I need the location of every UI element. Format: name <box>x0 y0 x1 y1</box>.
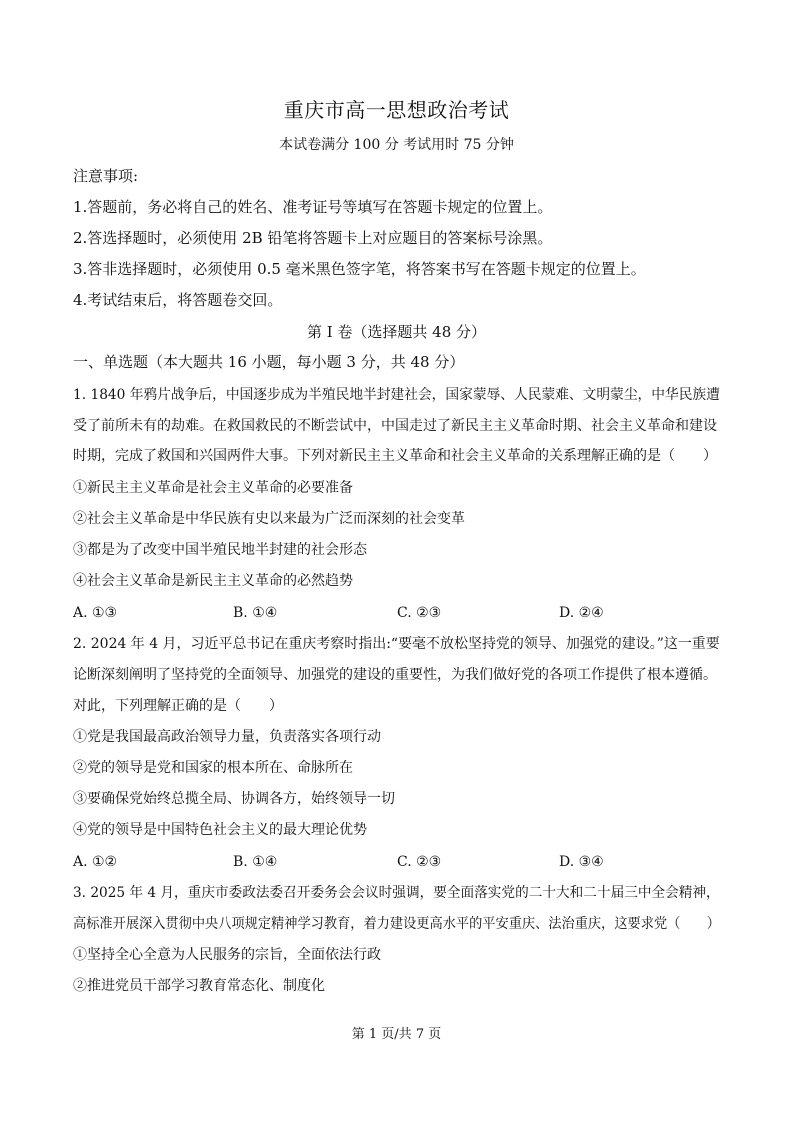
option-c[interactable]: C. ②③ <box>397 605 442 621</box>
question-2-stem: 2. 2024 年 4 月，习近平总书记在重庆考察时指出:“要毫不放松坚持党的领导、加强党的建设。”这一重要 <box>73 636 720 652</box>
option-d[interactable]: D. ③④ <box>559 854 604 870</box>
question-1-stem: 1. 1840 年鸦片战争后，中国逐步成为半殖民地半封建社会，国家蒙辱、人民蒙难、文明蒙尘，中华民族遭 <box>73 387 720 403</box>
option-a[interactable]: A. ①② <box>73 854 118 870</box>
question-1-stem: 受了前所未有的劫难。在救国救民的不断尝试中，中国走过了新民主主义革命时期、社会主义革命和建设 <box>73 418 717 434</box>
question-1-statement: ④社会主义革命是新民主主义革命的必然趋势 <box>73 573 353 589</box>
option-d[interactable]: D. ②④ <box>559 605 604 621</box>
notice-item: 4.考试结束后，将答题卷交回。 <box>73 291 283 309</box>
question-1-statement: ①新民主主义革命是社会主义革命的必要准备 <box>73 480 353 496</box>
option-a[interactable]: A. ①③ <box>73 605 118 621</box>
question-2-statement: ②党的领导是党和国家的根本所在、命脉所在 <box>73 760 353 776</box>
part-heading: 一、单选题（本大题共 16 小题，每小题 3 分，共 48 分） <box>73 353 465 371</box>
exam-title: 重庆市高一思想政治考试 <box>283 98 510 122</box>
question-2-statement: ①党是我国最高政治领导力量，负责落实各项行动 <box>73 729 381 745</box>
question-1-options <box>73 603 693 623</box>
question-2-statement: ④党的领导是中国特色社会主义的最大理论优势 <box>73 822 367 838</box>
section-title: 第 I 卷（选择题共 48 分） <box>306 323 487 341</box>
question-3-stem: 高标准开展深入贯彻中央八项规定精神学习教育，着力建设更高水平的平安重庆、法治重庆，这要求党（ ） <box>73 916 720 932</box>
question-3-statement: ①坚持全心全意为人民服务的宗旨，全面依法行政 <box>73 947 381 963</box>
option-c[interactable]: C. ②③ <box>397 854 442 870</box>
page-footer: 第 1 页/共 7 页 <box>351 1027 442 1042</box>
notice-heading: 注意事项: <box>73 167 139 185</box>
option-b[interactable]: B. ①④ <box>233 605 278 621</box>
question-1-statement: ②社会主义革命是中华民族有史以来最为广泛而深刻的社会变革 <box>73 511 465 527</box>
question-2-statement: ③要确保党始终总揽全局、协调各方，始终领导一切 <box>73 791 395 807</box>
question-2-stem: 对此，下列理解正确的是（ ） <box>73 698 283 714</box>
option-b[interactable]: B. ①④ <box>233 854 278 870</box>
question-3-statement: ②推进党员干部学习教育常态化、制度化 <box>73 978 325 994</box>
question-1-stem: 时期，完成了救国和兴国两件大事。下列对新民主主义革命和社会主义革命的关系理解正确的是（ ） <box>73 448 717 464</box>
question-2-options <box>73 852 693 872</box>
notice-item: 1.答题前，务必将自己的姓名、准考证号等填写在答题卡规定的位置上。 <box>73 198 553 216</box>
notice-item: 2.答选择题时，必须使用 2B 铅笔将答题卡上对应题目的答案标号涂黑。 <box>73 229 553 247</box>
question-3-stem: 3. 2025 年 4 月，重庆市委政法委召开委务会会议时强调，要全面落实党的二十大和二十届三中全会精神， <box>73 885 720 901</box>
exam-subtitle: 本试卷满分 100 分 考试用时 75 分钟 <box>279 137 514 153</box>
question-2-stem: 论断深刻阐明了坚持党的全面领导、加强党的建设的重要性，为我们做好党的各项工作提供了根本遵循。 <box>73 667 717 683</box>
notice-item: 3.答非选择题时，必须使用 0.5 毫米黑色签字笔，将答案书写在答题卡规定的位置上。 <box>73 260 646 278</box>
question-1-statement: ③都是为了改变中国半殖民地半封建的社会形态 <box>73 542 367 558</box>
